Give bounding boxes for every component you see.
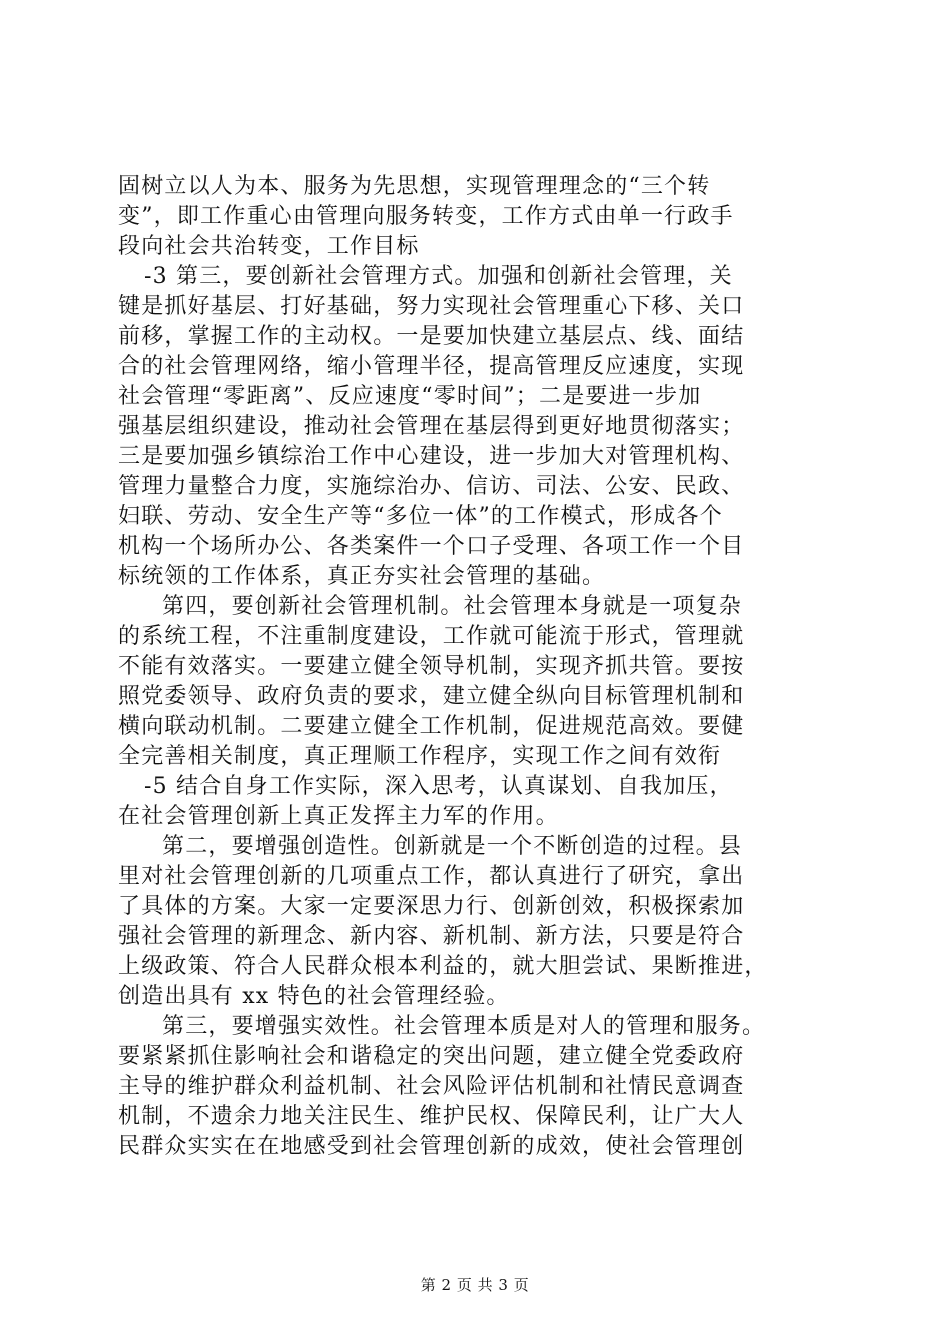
text-line: 固树立以人为本、服务为先思想，实现管理理念的“三个转 (118, 174, 711, 199)
text-line: 里对社会管理创新的几项重点工作，都认真进行了研究，拿出 (118, 864, 745, 889)
text-line: 前移，掌握工作的主动权。一是要加快建立基层点、线、面结 (118, 324, 745, 349)
text-line: 第二，要增强创造性。创新就是一个不断创造的过程。县 (162, 834, 743, 859)
text-line: -5 结合自身工作实际，深入思考，认真谋划、自我加压， (144, 774, 733, 799)
text-line: 第四，要创新社会管理机制。社会管理本身就是一项复杂 (162, 594, 743, 619)
text-line: 创造出具有 xx 特色的社会管理经验。 (118, 984, 510, 1009)
text-line: 在社会管理创新上真正发挥主力军的作用。 (118, 804, 559, 829)
text-line: 民群众实实在在地感受到社会管理创新的成效，使社会管理创 (118, 1134, 745, 1159)
text-line: 社会管理“零距离”、反应速度“零时间”；二是要进一步加 (118, 384, 702, 409)
text-line: 的系统工程，不注重制度建设，工作就可能流于形式，管理就 (118, 624, 745, 649)
text-line: 管理力量整合力度，实施综治办、信访、司法、公安、民政、 (118, 474, 745, 499)
page-footer: 第 2 页 共 3 页 (420, 1276, 530, 1294)
text-line: 第三，要增强实效性。社会管理本质是对人的管理和服务。 (162, 1014, 766, 1039)
text-line: 不能有效落实。一要建立健全领导机制，实现齐抓共管。要按 (118, 654, 745, 679)
text-line: 变”，即工作重心由管理向服务转变，工作方式由单一行政手 (118, 204, 734, 229)
text-line: 要紧紧抓住影响社会和谐稳定的突出问题，建立健全党委政府 (118, 1044, 745, 1069)
text-line: -3 第三，要创新社会管理方式。加强和创新社会管理，关 (144, 264, 733, 289)
text-line: 强社会管理的新理念、新内容、新机制、新方法，只要是符合 (118, 924, 745, 949)
text-line: 机制，不遗余力地关注民生、维护民权、保障民利，让广大人 (118, 1104, 745, 1129)
text-line: 合的社会管理网络，缩小管理半径，提高管理反应速度，实现 (118, 354, 745, 379)
text-line: 机构一个场所办公、各类案件一个口子受理、各项工作一个目 (118, 534, 745, 559)
text-line: 段向社会共治转变，工作目标 (118, 234, 420, 259)
text-line: 照党委领导、政府负责的要求，建立健全纵向目标管理机制和 (118, 684, 745, 709)
text-line: 全完善相关制度，真正理顺工作程序，实现工作之间有效衔 (118, 744, 722, 769)
text-line: 键是抓好基层、打好基础，努力实现社会管理重心下移、关口 (118, 294, 745, 319)
document-body (118, 172, 858, 1162)
text-line: 主导的维护群众利益机制、社会风险评估机制和社情民意调查 (118, 1074, 745, 1099)
text-line: 三是要加强乡镇综治工作中心建设，进一步加大对管理机构、 (118, 444, 745, 469)
text-line: 妇联、劳动、安全生产等“多位一体”的工作模式，形成各个 (118, 504, 723, 529)
text-line: 上级政策、符合人民群众根本利益的，就大胆尝试、果断推进， (118, 954, 768, 979)
text-line: 了具体的方案。大家一定要深思力行、创新创效，积极探索加 (118, 894, 745, 919)
text-line: 横向联动机制。二要建立健全工作机制，促进规范高效。要健 (118, 714, 745, 739)
text-line: 强基层组织建设，推动社会管理在基层得到更好地贯彻落实； (118, 414, 745, 439)
text-line: 标统领的工作体系，真正夯实社会管理的基础。 (118, 564, 606, 589)
